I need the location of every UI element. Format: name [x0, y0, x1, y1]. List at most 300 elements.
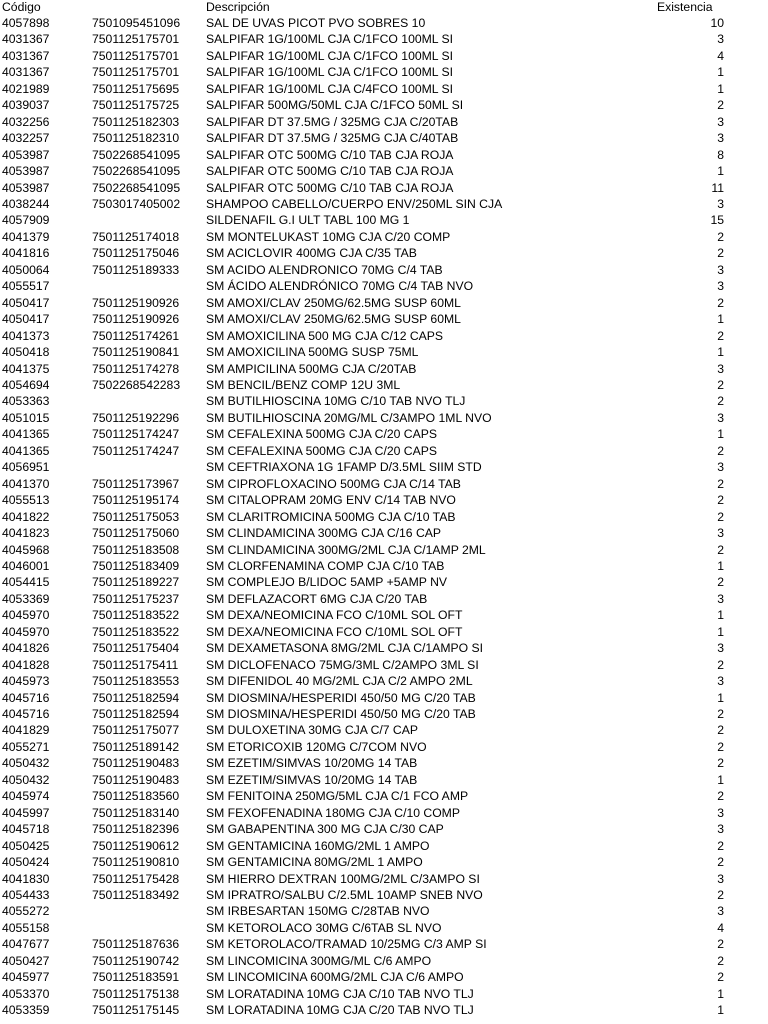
cell-description: SM LINCOMICINA 600MG/2ML CJA C/6 AMPO: [206, 970, 464, 985]
table-row: [0, 509, 768, 525]
cell-description: SILDENAFIL G.I ULT TABL 100 MG 1: [206, 213, 410, 228]
cell-stock: 2: [717, 937, 724, 952]
table-row: [0, 393, 768, 409]
cell-barcode: [90, 903, 204, 919]
cell-description: SM CLORFENAMINA COMP CJA C/10 TAB: [206, 558, 445, 573]
cell-barcode: [90, 459, 204, 475]
cell-barcode: 7501125190742: [92, 953, 180, 968]
cell-code: 4050417: [2, 312, 50, 327]
cell-description: SM DIOSMINA/HESPERIDI 450/50 MG C/20 TAB: [206, 690, 476, 705]
cell-code: 4041379: [2, 229, 50, 244]
cell-stock: 3: [717, 361, 724, 376]
cell-code: 4055272: [2, 904, 50, 919]
cell-stock: 4: [717, 48, 724, 63]
cell-description: SM EZETIM/SIMVAS 10/20MG 14 TAB: [206, 772, 418, 787]
cell-code: 4057909: [2, 213, 50, 228]
table-row: [0, 212, 768, 228]
cell-barcode: 7501125190810: [92, 855, 180, 870]
cell-description: SM CLINDAMICINA 300MG CJA C/16 CAP: [206, 526, 442, 541]
cell-stock: 4: [717, 920, 724, 935]
cell-stock: 1: [717, 608, 724, 623]
cell-stock: 10: [710, 16, 724, 30]
cell-barcode: 7502268541095: [92, 180, 181, 195]
cell-barcode: 7501125175138: [92, 986, 180, 1001]
cell-stock: 2: [717, 855, 724, 870]
cell-code: 4038244: [2, 196, 50, 211]
cell-code: 4041829: [2, 723, 50, 738]
cell-description: SALPIFAR OTC 500MG C/10 TAB CJA ROJA: [206, 164, 454, 179]
table-row: [0, 262, 768, 278]
cell-stock: 2: [717, 377, 724, 392]
cell-code: 4054433: [2, 888, 50, 903]
cell-stock: 2: [717, 476, 724, 491]
cell-stock: 1: [717, 1003, 724, 1018]
cell-barcode: 7501125190926: [92, 312, 180, 327]
cell-barcode: [90, 920, 204, 936]
table-row: [0, 278, 768, 294]
table-row: [0, 196, 768, 212]
table-row: [0, 821, 768, 837]
cell-stock: 1: [717, 624, 724, 639]
cell-barcode: 7501125183409: [92, 558, 180, 573]
cell-description: SALPIFAR OTC 500MG C/10 TAB CJA ROJA: [206, 180, 454, 195]
cell-description: SM COMPLEJO B/LIDOC 5AMP +5AMP NV: [206, 575, 448, 590]
cell-stock: 3: [717, 279, 724, 294]
cell-description: SM AMOXI/CLAV 250MG/62.5MG SUSP 60ML: [206, 312, 461, 327]
cell-barcode: 7501125182594: [92, 707, 180, 722]
cell-barcode: 7501125182594: [92, 690, 180, 705]
table-row: [0, 245, 768, 261]
cell-code: 4041826: [2, 641, 50, 656]
cell-barcode: 7501125175701: [92, 48, 180, 63]
cell-description: SALPIFAR OTC 500MG C/10 TAB CJA ROJA: [206, 147, 454, 162]
cell-barcode: 7501125189333: [92, 262, 180, 277]
cell-description: SM LORATADINA 10MG CJA C/20 TAB NVO TLJ: [206, 1003, 474, 1018]
cell-description: SM CLINDAMICINA 300MG/2ML CJA C/1AMP 2ML: [206, 542, 486, 557]
table-row: [0, 739, 768, 755]
table-row: [0, 130, 768, 146]
cell-code: 4045716: [2, 707, 50, 722]
cell-barcode: 7501125175701: [92, 65, 180, 80]
cell-stock: 1: [717, 164, 724, 179]
cell-description: SALPIFAR DT 37.5MG / 325MG CJA C/20TAB: [206, 114, 459, 129]
cell-barcode: 7501125190483: [92, 772, 180, 787]
cell-stock: 3: [717, 526, 724, 541]
cell-stock: 2: [717, 838, 724, 853]
cell-barcode: 7501125174278: [92, 361, 180, 376]
cell-description: SM KETOROLACO/TRAMAD 10/25MG C/3 AMP SI: [206, 937, 487, 952]
cell-code: 4041823: [2, 526, 50, 541]
table-row: [0, 15, 768, 31]
cell-stock: 8: [717, 147, 724, 162]
cell-barcode: 7501125187636: [92, 937, 180, 952]
cell-code: 4053359: [2, 1003, 50, 1018]
cell-stock: 3: [717, 641, 724, 656]
cell-stock: 2: [717, 246, 724, 261]
cell-code: 4041828: [2, 657, 50, 672]
table-row: [0, 31, 768, 47]
cell-barcode: [90, 393, 204, 409]
table-row: [0, 673, 768, 689]
cell-barcode: 7501125183591: [92, 970, 180, 985]
cell-barcode: [90, 278, 204, 294]
cell-stock: 1: [717, 81, 724, 96]
cell-barcode: 7501125175077: [92, 723, 180, 738]
cell-description: SM AMOXICILINA 500 MG CJA C/12 CAPS: [206, 328, 444, 343]
table-row: [0, 48, 768, 64]
cell-barcode: 7501125175701: [92, 32, 180, 47]
cell-stock: 3: [717, 674, 724, 689]
cell-code: 4041816: [2, 246, 50, 261]
cell-description: SM FENITOINA 250MG/5ML CJA C/1 FCO AMP: [206, 789, 469, 804]
cell-code: 4041365: [2, 443, 50, 458]
cell-stock: 3: [717, 904, 724, 919]
cell-barcode: 7501125183140: [92, 805, 180, 820]
cell-stock: 2: [717, 394, 724, 409]
cell-stock: 1: [717, 427, 724, 442]
table-row: [0, 295, 768, 311]
cell-barcode: 7501125183560: [92, 789, 180, 804]
table-row: [0, 772, 768, 788]
cell-description: SM IPRATRO/SALBU C/2.5ML 10AMP SNEB NVO: [206, 888, 483, 903]
table-row: [0, 755, 768, 771]
table-row: [0, 542, 768, 558]
cell-barcode: 7502268541095: [92, 147, 181, 162]
cell-code: 4046001: [2, 558, 50, 573]
cell-stock: 3: [717, 196, 724, 211]
cell-stock: 3: [717, 131, 724, 146]
cell-barcode: 7501125190841: [92, 345, 180, 360]
cell-barcode: 7501125183508: [92, 542, 180, 557]
table-row: [0, 97, 768, 113]
table-row: [0, 624, 768, 640]
cell-description: SM CEFTRIAXONA 1G 1FAMP D/3.5ML SIIM STD: [206, 460, 482, 475]
table-row: [0, 871, 768, 887]
table-row: [0, 361, 768, 377]
cell-code: 4021989: [2, 81, 50, 96]
cell-description: SM DEXA/NEOMICINA FCO C/10ML SOL OFT: [206, 608, 463, 623]
cell-barcode: 7501125175695: [92, 81, 180, 96]
cell-description: SM DICLOFENACO 75MG/3ML C/2AMPO 3ML SI: [206, 657, 479, 672]
cell-barcode: 7501125189227: [92, 575, 180, 590]
cell-stock: 15: [710, 213, 724, 228]
cell-description: SM AMOXICILINA 500MG SUSP 75ML: [206, 345, 419, 360]
cell-code: 4054415: [2, 575, 50, 590]
table-row: [0, 344, 768, 360]
cell-stock: 2: [717, 657, 724, 672]
cell-description: SAL DE UVAS PICOT PVO SOBRES 10: [206, 16, 426, 30]
cell-description: SM LINCOMICINA 300MG/ML C/6 AMPO: [206, 953, 432, 968]
cell-description: SM BUTILHIOSCINA 10MG C/10 TAB NVO TLJ: [206, 394, 466, 409]
cell-stock: 2: [717, 953, 724, 968]
cell-barcode: 7501125175725: [92, 98, 180, 113]
cell-barcode: 7501125175404: [92, 641, 180, 656]
cell-description: SM AMOXI/CLAV 250MG/62.5MG SUSP 60ML: [206, 295, 461, 310]
cell-code: 4045968: [2, 542, 50, 557]
cell-stock: 11: [711, 180, 724, 195]
cell-description: SM AMPICILINA 500MG CJA C/20TAB: [206, 361, 417, 376]
cell-code: 4045997: [2, 805, 50, 820]
cell-description: SM GENTAMICINA 80MG/2ML 1 AMPO: [206, 855, 423, 870]
cell-code: 4041373: [2, 328, 50, 343]
cell-description: SM ACICLOVIR 400MG CJA C/35 TAB: [206, 246, 417, 261]
cell-stock: 2: [717, 888, 724, 903]
table-row: [0, 920, 768, 936]
cell-stock: 1: [717, 345, 724, 360]
cell-stock: 2: [717, 542, 724, 557]
cell-barcode: 7501125182396: [92, 822, 180, 837]
cell-barcode: 7502268542283: [92, 377, 181, 392]
table-row: [0, 492, 768, 508]
cell-code: 4045973: [2, 674, 50, 689]
cell-stock: 2: [717, 789, 724, 804]
cell-barcode: 7501125175428: [92, 871, 180, 886]
cell-code: 4032257: [2, 131, 50, 146]
cell-barcode: 7501125174247: [92, 427, 180, 442]
header-row: [0, 0, 768, 15]
cell-description: SM EZETIM/SIMVAS 10/20MG 14 TAB: [206, 756, 418, 771]
cell-stock: 2: [717, 229, 724, 244]
table-row: [0, 805, 768, 821]
cell-stock: 1: [717, 986, 724, 1001]
table-row: [0, 969, 768, 985]
cell-code: 4050064: [2, 262, 50, 277]
cell-barcode: 7501125175237: [92, 591, 180, 606]
cell-description: SM BUTILHIOSCINA 20MG/ML C/3AMPO 1ML NVO: [206, 410, 492, 425]
cell-stock: 2: [717, 328, 724, 343]
cell-description: SM ETORICOXIB 120MG C/7COM NVO: [206, 739, 427, 754]
cell-description: SHAMPOO CABELLO/CUERPO ENV/250ML SIN CJA: [206, 196, 503, 211]
cell-code: 4053987: [2, 147, 50, 162]
cell-barcode: [90, 212, 204, 228]
cell-code: 4050432: [2, 772, 50, 787]
cell-barcode: 7501125182303: [92, 114, 180, 129]
cell-code: 4055517: [2, 279, 50, 294]
cell-stock: 1: [717, 772, 724, 787]
cell-code: 4050424: [2, 855, 50, 870]
cell-barcode: 7501125189142: [92, 739, 180, 754]
table-row: [0, 591, 768, 607]
cell-description: SALPIFAR 1G/100ML CJA C/1FCO 100ML SI: [206, 32, 454, 47]
table-row: [0, 887, 768, 903]
table-row: [0, 459, 768, 475]
cell-barcode: 7503017405002: [92, 196, 181, 211]
cell-stock: 2: [717, 970, 724, 985]
table-row: [0, 986, 768, 1002]
cell-description: SALPIFAR 1G/100ML CJA C/1FCO 100ML SI: [206, 65, 454, 80]
cell-code: 4045970: [2, 624, 50, 639]
table-row: [0, 81, 768, 97]
cell-code: 4045974: [2, 789, 50, 804]
cell-barcode: 7501125190612: [92, 838, 180, 853]
cell-description: SM CEFALEXINA 500MG CJA C/20 CAPS: [206, 443, 437, 458]
table-row: [0, 558, 768, 574]
cell-stock: 2: [717, 295, 724, 310]
cell-stock: 3: [717, 410, 724, 425]
table-row: [0, 953, 768, 969]
table-row: [0, 657, 768, 673]
cell-stock: 2: [717, 723, 724, 738]
table-row: [0, 64, 768, 80]
cell-stock: 1: [717, 312, 724, 327]
cell-code: 4045970: [2, 608, 50, 623]
table-row: [0, 788, 768, 804]
cell-description: SM IRBESARTAN 150MG C/28TAB NVO: [206, 904, 430, 919]
cell-description: SALPIFAR 1G/100ML CJA C/4FCO 100ML SI: [206, 81, 454, 96]
cell-code: 4050418: [2, 345, 50, 360]
cell-stock: 3: [717, 805, 724, 820]
cell-description: SM DIOSMINA/HESPERIDI 450/50 MG C/20 TAB: [206, 707, 476, 722]
cell-code: 4045977: [2, 970, 50, 985]
cell-stock: 1: [717, 690, 724, 705]
table-row: [0, 854, 768, 870]
table-row: [0, 443, 768, 459]
cell-code: 4041375: [2, 361, 50, 376]
cell-barcode: 7501125174018: [92, 229, 180, 244]
table-row: [0, 640, 768, 656]
table-row: [0, 229, 768, 245]
table-row: [0, 114, 768, 130]
cell-barcode: 7501125173967: [92, 476, 180, 491]
cell-code: 4055271: [2, 739, 50, 754]
table-row: [0, 607, 768, 623]
cell-code: 4041365: [2, 427, 50, 442]
cell-code: 4053369: [2, 591, 50, 606]
cell-description: SM GENTAMICINA 160MG/2ML 1 AMPO: [206, 838, 430, 853]
cell-stock: 3: [717, 262, 724, 277]
cell-stock: 1: [717, 558, 724, 573]
cell-description: SALPIFAR 500MG/50ML CJA C/1FCO 50ML SI: [206, 98, 464, 113]
cell-code: 4050427: [2, 953, 50, 968]
cell-code: 4045716: [2, 690, 50, 705]
table-row: [0, 1002, 768, 1018]
table-body: [0, 15, 768, 1019]
cell-description: SM KETOROLACO 30MG C/6TAB SL NVO: [206, 920, 442, 935]
cell-code: 4045718: [2, 822, 50, 837]
table-row: [0, 722, 768, 738]
cell-description: SM DEXAMETASONA 8MG/2ML CJA C/1AMPO SI: [206, 641, 483, 656]
cell-stock: 2: [717, 98, 724, 113]
cell-barcode: 7501125190483: [92, 756, 180, 771]
cell-barcode: 7501125175053: [92, 509, 180, 524]
table-row: [0, 328, 768, 344]
cell-barcode: 7501095451096: [92, 16, 181, 30]
cell-code: 4031367: [2, 48, 50, 63]
cell-code: 4051015: [2, 410, 50, 425]
cell-code: 4041370: [2, 476, 50, 491]
table-row: [0, 690, 768, 706]
cell-description: SM CEFALEXINA 500MG CJA C/20 CAPS: [206, 427, 437, 442]
cell-description: SM CIPROFLOXACINO 500MG CJA C/14 TAB: [206, 476, 461, 491]
cell-description: SM MONTELUKAST 10MG CJA C/20 COMP: [206, 229, 451, 244]
cell-code: 4031367: [2, 65, 50, 80]
cell-code: 4053987: [2, 180, 50, 195]
cell-code: 4050432: [2, 756, 50, 771]
cell-description: SM LORATADINA 10MG CJA C/10 TAB NVO TLJ: [206, 986, 474, 1001]
cell-description: SM ÁCIDO ALENDRÓNICO 70MG C/4 TAB NVO: [206, 279, 474, 294]
cell-code: 4053370: [2, 986, 50, 1001]
table-row: [0, 936, 768, 952]
cell-description: SM HIERRO DEXTRAN 100MG/2ML C/3AMPO SI: [206, 871, 480, 886]
cell-code: 4057898: [2, 16, 50, 30]
cell-barcode: 7501125174247: [92, 443, 180, 458]
cell-barcode: 7501125183553: [92, 674, 180, 689]
cell-code: 4031367: [2, 32, 50, 47]
cell-description: SALPIFAR 1G/100ML CJA C/1FCO 100ML SI: [206, 48, 454, 63]
cell-stock: 3: [717, 822, 724, 837]
cell-stock: 2: [717, 739, 724, 754]
cell-code: 4041830: [2, 871, 50, 886]
header-description: Descripción: [206, 0, 270, 14]
cell-description: SM BENCIL/BENZ COMP 12U 3ML: [206, 377, 401, 392]
table-row: [0, 180, 768, 196]
cell-code: 4047677: [2, 937, 50, 952]
cell-stock: 2: [717, 707, 724, 722]
cell-barcode: 7501125195174: [92, 493, 180, 508]
cell-stock: 3: [717, 32, 724, 47]
cell-barcode: 7501125175145: [92, 1003, 180, 1018]
cell-barcode: 7502268541095: [92, 164, 181, 179]
cell-code: 4050417: [2, 295, 50, 310]
cell-stock: 2: [717, 756, 724, 771]
cell-code: 4050425: [2, 838, 50, 853]
cell-code: 4054694: [2, 377, 50, 392]
header-stock: Existencia: [657, 0, 713, 14]
cell-code: 4055513: [2, 493, 50, 508]
cell-stock: 3: [717, 460, 724, 475]
cell-description: SM CLARITROMICINA 500MG CJA C/10 TAB: [206, 509, 456, 524]
cell-code: 4053987: [2, 164, 50, 179]
cell-description: SM DIFENIDOL 40 MG/2ML CJA C/2 AMPO 2ML: [206, 674, 473, 689]
cell-stock: 2: [717, 443, 724, 458]
cell-stock: 2: [717, 575, 724, 590]
cell-code: 4032256: [2, 114, 50, 129]
cell-barcode: 7501125183492: [92, 888, 180, 903]
cell-stock: 2: [717, 493, 724, 508]
cell-barcode: 7501125175060: [92, 526, 180, 541]
table-row: [0, 426, 768, 442]
table-row: [0, 377, 768, 393]
cell-stock: 3: [717, 871, 724, 886]
cell-description: SALPIFAR DT 37.5MG / 325MG CJA C/40TAB: [206, 131, 459, 146]
cell-barcode: 7501125175411: [92, 657, 179, 672]
cell-description: SM CITALOPRAM 20MG ENV C/14 TAB NVO: [206, 493, 456, 508]
table-row: [0, 574, 768, 590]
table-row: [0, 163, 768, 179]
cell-code: 4055158: [2, 920, 50, 935]
cell-description: SM FEXOFENADINA 180MG CJA C/10 COMP: [206, 805, 460, 820]
cell-barcode: 7501125175046: [92, 246, 180, 261]
cell-code: 4041822: [2, 509, 50, 524]
cell-code: 4053363: [2, 394, 50, 409]
table-row: [0, 147, 768, 163]
cell-barcode: 7501125190926: [92, 295, 180, 310]
table-row: [0, 838, 768, 854]
cell-barcode: 7501125182310: [92, 131, 180, 146]
cell-barcode: 7501125183522: [92, 624, 180, 639]
cell-description: SM DULOXETINA 30MG CJA C/7 CAP: [206, 723, 418, 738]
cell-code: 4039037: [2, 98, 50, 113]
cell-barcode: 7501125174261: [92, 328, 180, 343]
table-row: [0, 903, 768, 919]
cell-stock: 2: [717, 509, 724, 524]
cell-description: SM DEFLAZACORT 6MG CJA C/20 TAB: [206, 591, 428, 606]
table-row: [0, 311, 768, 327]
table-row: [0, 525, 768, 541]
cell-stock: 3: [717, 591, 724, 606]
header-code: Código: [2, 0, 41, 14]
table-row: [0, 476, 768, 492]
